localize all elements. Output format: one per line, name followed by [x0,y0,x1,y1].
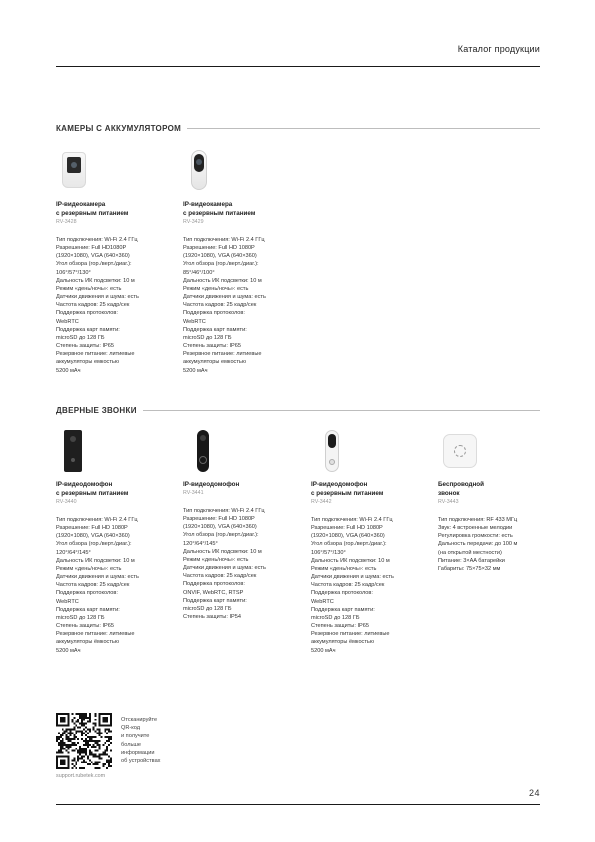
video-doorbell-icon [64,430,82,472]
spec-line: Угол обзора (гор./верт./диаг.): [311,541,387,548]
spec-line: Дальность ИК подсветки: 10 м [183,277,262,284]
spec-line: Тип подключения: Wi-Fi 2.4 ГГц [56,237,138,243]
product-code: RV-3441 [183,490,204,496]
qr-caption-line: больше [121,741,141,748]
spec-line: Габариты: 75×75×32 мм [438,565,501,572]
spec-line: Поддержка карт памяти: [56,606,120,613]
spec-line: Режим «день/ночь»: есть [311,565,377,572]
qr-caption-line: и получите [121,733,150,740]
spec-line: Дальность ИК подсветки: 10 м [311,557,390,564]
qr-caption [121,716,181,765]
spec-line: Поддержка протоколов: [183,581,245,588]
support-url[interactable]: support.rubetek.com [56,773,106,779]
spec-line: Частота кадров: 25 кадр/сек [311,582,385,589]
spec-line: Разрешение: Full HD 1080P [183,516,255,523]
spec-line: Дальность ИК подсветки: 10 м [56,557,135,564]
spec-list [56,516,181,655]
spec-line: 106°/57°/130° [311,549,346,556]
spec-line: Режим «день/ночь»: есть [56,565,122,572]
spec-line: Тип подключения: Wi-Fi 2.4 ГГц [56,517,138,523]
spec-line: Степень защиты: IP65 [56,623,114,630]
spec-line: 120°/64°/145° [183,540,218,547]
product-code: RV-3443 [438,499,459,505]
spec-list [183,236,308,375]
spec-line: microSD до 128 ГБ [311,614,360,621]
spec-line: Угол обзора (гор./верт./диаг.): [56,261,132,268]
video-doorbell-icon [197,430,209,472]
spec-line: Датчики движения и шума: есть [183,565,266,572]
spec-line: Режим «день/ночь»: есть [183,556,249,563]
spec-line: Частота кадров: 25 кадр/сек [56,582,130,589]
spec-line: Степень защиты: IP65 [56,343,114,350]
spec-line: Угол обзора (гор./верт./диаг.): [183,532,259,539]
spec-line: Частота кадров: 25 кадр/сек [183,302,257,309]
spec-line: Резервное питание: литиевые [183,351,262,358]
spec-line: Звук: 4 встроенные мелодии [438,525,513,532]
product-card [311,430,436,655]
battery-camera-icon [62,152,86,188]
spec-line: Питание: 3×AA батарейки [438,557,505,564]
spec-line: Угол обзора (гор./верт./диаг.): [56,541,132,548]
spec-list [183,507,308,621]
spec-line: Поддержка карт памяти: [311,606,375,613]
product-card [438,430,563,573]
section-heading-doorbells [56,404,540,416]
spec-line: Поддержка протоколов: [56,590,118,597]
product-card [56,150,181,375]
spec-line: Резервное питание: литиевые [311,631,390,638]
spec-line: WebRTC [311,598,334,605]
spec-line: microSD до 128 ГБ [183,334,232,341]
spec-line: 106°/57°/130° [56,269,91,276]
product-name: Беспроводной [438,481,485,488]
qr-caption-line: информации [121,749,155,756]
section-title: ДВЕРНЫЕ ЗВОНКИ [56,405,137,415]
product-photo [183,430,308,474]
spec-line: (1920×1080), VGA (640×360) [56,533,130,540]
product-photo [311,430,436,474]
spec-line: Разрешение: Full HD 1080P [183,245,255,252]
catalog-title: Каталог продукции [457,44,540,54]
spec-line: Разрешение: Full HD1080P [56,245,127,252]
spec-line: Датчики движения и шума: есть [183,294,266,301]
spec-line: аккумуляторы емкостью [183,359,247,366]
spec-line: (1920×1080), VGA (640×360) [183,524,257,531]
spec-line: WebRTC [56,318,79,325]
product-name-line2: с резервным питанием [56,490,129,497]
product-photo [56,150,181,194]
product-code: RV-3440 [56,499,77,505]
spec-line: Датчики движения и шума: есть [311,574,394,581]
spec-line: Датчики движения и шума: есть [56,294,139,301]
spec-line: Поддержка протоколов: [56,310,118,317]
spec-line: microSD до 128 ГБ [56,614,105,621]
product-name-line2: звонок [438,490,460,497]
spec-line: Поддержка протоколов: [311,590,373,597]
spec-line: Тип подключения: Wi-Fi 2.4 ГГц [183,237,265,243]
page-number: 24 [528,788,540,798]
spec-line: Поддержка протоколов: [183,310,245,317]
spec-line: Частота кадров: 25 кадр/сек [183,573,257,580]
spec-line: 85°/46°/100° [183,269,215,276]
spec-line: Тип подключения: Wi-Fi 2.4 ГГц [311,517,393,523]
spec-line: Поддержка карт памяти: [56,326,120,333]
spec-list [311,516,436,655]
spec-line: Угол обзора (гор./верт./диаг.): [183,261,259,268]
product-code: RV-3442 [311,499,332,505]
spec-line: Регулировка громкости: есть [438,533,513,540]
spec-list [56,236,181,375]
section-title: КАМЕРЫ С АККУМУЛЯТОРОМ [56,123,182,133]
wireless-chime-icon [443,434,477,468]
footer-divider [56,804,540,805]
spec-line: Степень защиты: IP65 [311,623,369,630]
spec-line: Дальность передачи: до 100 м [438,541,518,548]
product-card [56,430,181,655]
spec-line: Дальность ИК подсветки: 10 м [183,548,262,555]
spec-line: Степень защиты: IP54 [183,614,241,621]
product-card [183,150,308,375]
product-name: IP-видеодомофон [311,481,368,488]
spec-line: 5200 мАч [56,647,81,654]
spec-line: Тип подключения: RF 433 МГц [438,517,518,523]
spec-line: Степень защиты: IP65 [183,343,241,350]
spec-line: Режим «день/ночь»: есть [183,285,249,292]
product-name-line2: с резервным питанием [311,490,384,497]
spec-line: Разрешение: Full HD 1080P [56,525,128,532]
spec-line: 5200 мАч [311,647,336,654]
spec-line: microSD до 128 ГБ [56,334,105,341]
spec-line: (1920×1080), VGA (640×360) [183,253,257,260]
spec-line: Поддержка карт памяти: [183,326,247,333]
qr-code-icon[interactable] [56,713,112,769]
spec-line: (1920×1080), VGA (640×360) [311,533,385,540]
spec-line: (1920×1080), VGA (640×360) [56,253,130,260]
product-name: IP-видеокамера [183,201,233,208]
spec-line: Дальность ИК подсветки: 10 м [56,277,135,284]
qr-caption-line: об устройствах [121,758,161,765]
spec-line: Резервное питание: литиевые [56,351,135,358]
spec-line: Тип подключения: Wi-Fi 2.4 ГГц [183,508,265,514]
product-photo [438,430,563,474]
product-photo [183,150,308,194]
spec-line: microSD до 128 ГБ [183,605,232,612]
section-heading-cameras [56,122,540,134]
spec-line: аккумуляторы ёмкостью [56,639,120,646]
qr-caption-line: Отсканируйте [121,717,158,723]
spec-line: аккумуляторы ёмкостью [311,639,375,646]
spec-line: WebRTC [183,318,206,325]
product-code: RV-3428 [56,219,77,225]
spec-line: Поддержка карт памяти: [183,597,247,604]
battery-camera-icon [191,150,207,190]
spec-line: ONVIF, WebRTC, RTSP [183,589,244,596]
product-name: IP-видеодомофон [56,481,113,488]
spec-line: Датчики движения и шума: есть [56,574,139,581]
spec-line: аккумуляторы емкостью [56,359,120,366]
product-name: IP-видеодомофон [183,481,240,488]
header-divider [56,66,540,67]
spec-line: 5200 мАч [56,367,81,374]
spec-line: (на открытой местности) [438,549,502,556]
spec-line: 5200 мАч [183,367,208,374]
spec-line: Режим «день/ночь»: есть [56,285,122,292]
spec-line: Разрешение: Full HD 1080P [311,525,383,532]
product-code: RV-3429 [183,219,204,225]
product-card [183,430,308,621]
spec-line: 120°/64°/145° [56,549,91,556]
video-doorbell-icon [325,430,339,472]
spec-line: WebRTC [56,598,79,605]
qr-caption-line: QR-код [121,725,141,732]
spec-line: Частота кадров: 25 кадр/сек [56,302,130,309]
product-photo [56,430,181,474]
spec-line: Резервное питание: литиевые [56,631,135,638]
product-name: IP-видеокамера [56,201,106,208]
product-name-line2: с резервным питанием [183,210,256,217]
product-name-line2: с резервным питанием [56,210,129,217]
spec-list [438,516,563,573]
